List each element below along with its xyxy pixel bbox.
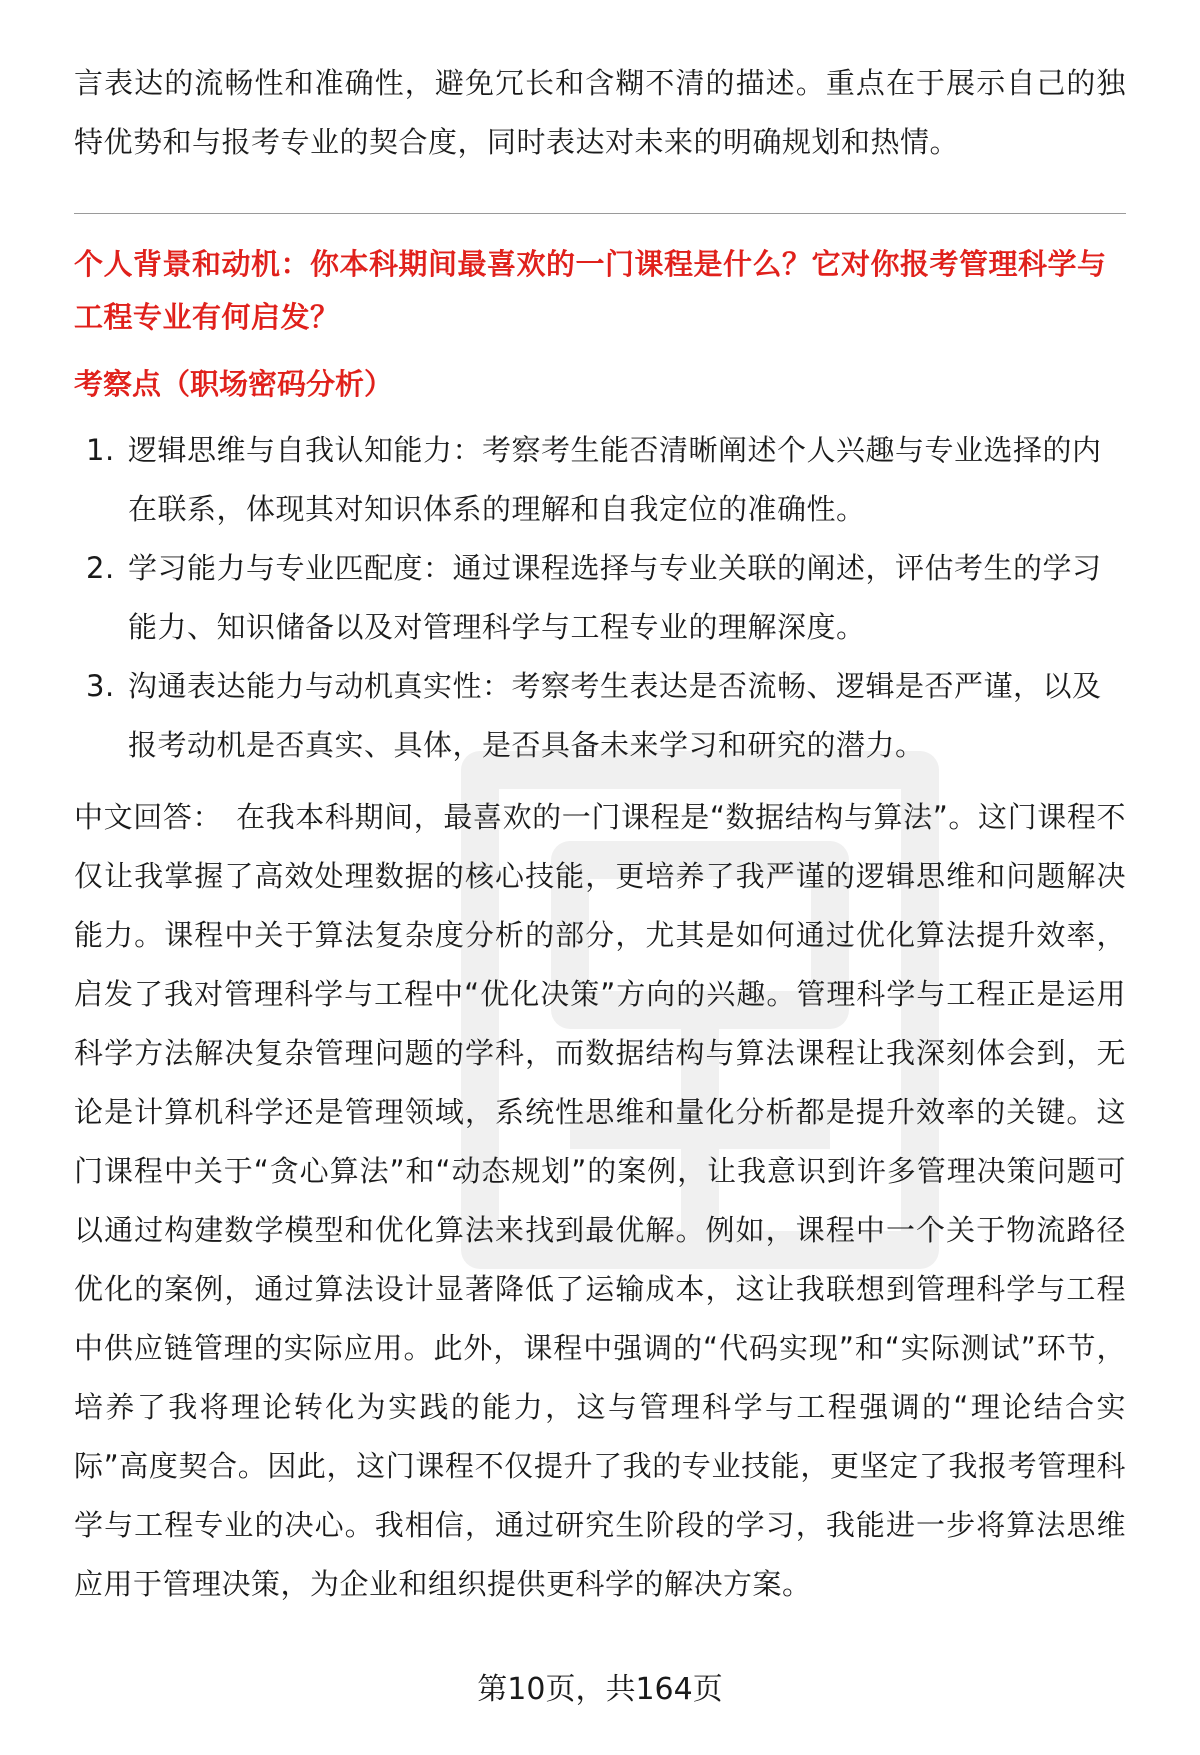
point-text: 逻辑思维与自我认知能力：考察考生能否清晰阐述个人兴趣与专业选择的内在联系，体现其对知识体系的理解和自我定位的准确性。 (128, 433, 1102, 526)
section-divider (74, 213, 1126, 214)
page-number: 第10页，共164页 (477, 1672, 723, 1707)
point-text: 学习能力与专业匹配度：通过课程选择与专业关联的阐述，评估考生的学习能力、知识储备以及对管理科学与工程专业的理解深度。 (128, 551, 1102, 644)
intro-paragraph: 言表达的流畅性和准确性，避免冗长和含糊不清的描述。重点在于展示自己的独特优势和与报考专业的契合度，同时表达对未来的明确规划和热情。 (74, 66, 1126, 159)
answer-label: 中文回答： (74, 800, 223, 834)
question-heading: 个人背景和动机：你本科期间最喜欢的一门课程是什么？它对你报考管理科学与工程专业有何启发？ (74, 247, 1107, 334)
assessment-point (74, 539, 1126, 657)
point-number: 2. (86, 551, 115, 585)
point-number: 1. (86, 433, 115, 467)
point-number: 3. (86, 669, 115, 703)
point-text: 沟通表达能力与动机真实性：考察考生表达是否流畅、逻辑是否严谨，以及报考动机是否真实、具体，是否具备未来学习和研究的潜力。 (128, 669, 1102, 762)
document-page (74, 54, 1126, 1614)
assessment-title: 考察点（职场密码分析） (74, 367, 394, 401)
assessment-point (74, 421, 1126, 539)
answer-paragraph (74, 788, 1126, 1614)
assessment-points-list (74, 421, 1126, 775)
assessment-point (74, 657, 1126, 775)
answer-text: 在我本科期间，最喜欢的一门课程是“数据结构与算法”。这门课程不仅让我掌握了高效处理数据的核心技能，更培养了我严谨的逻辑思维和问题解决能力。课程中关于算法复杂度分析的部分，尤其是如何通过优化算法提升效率，启发了我对管理科学与工程中“优化决策”方向的兴趣。管理科学与工程正是运用科学方法解决复杂管理问题的学科，而数据结构与算法课程让我深刻体会到，无论是计算机科学还是管理领域，系统性思维和量化分析都是提升效率的关键。这门课程中关于“贪心算法”和“动态规划”的案例，让我意识到许多管理决策问题可以通过构建数学模型和优化算法来找到最优解。例如，课程中一个关于物流路径优化的案例，通过算法设计显著降低了运输成本，这让我联想到管理科学与工程中供应链管理的实际应用。此外，课程中强调的“代码实现”和“实际测试”环节，培养了我将理论转化为实践的能力，这与管理科学与工程强调的“理论结合实际”高度契合。因此，这门课程不仅提升了我的专业技能，更坚定了我报考管理科学与工程专业的决心。我相信，通过研究生阶段的学习，我能进一步将算法思维应用于管理决策，为企业和组织提供更科学的解决方案。 (74, 800, 1126, 1601)
